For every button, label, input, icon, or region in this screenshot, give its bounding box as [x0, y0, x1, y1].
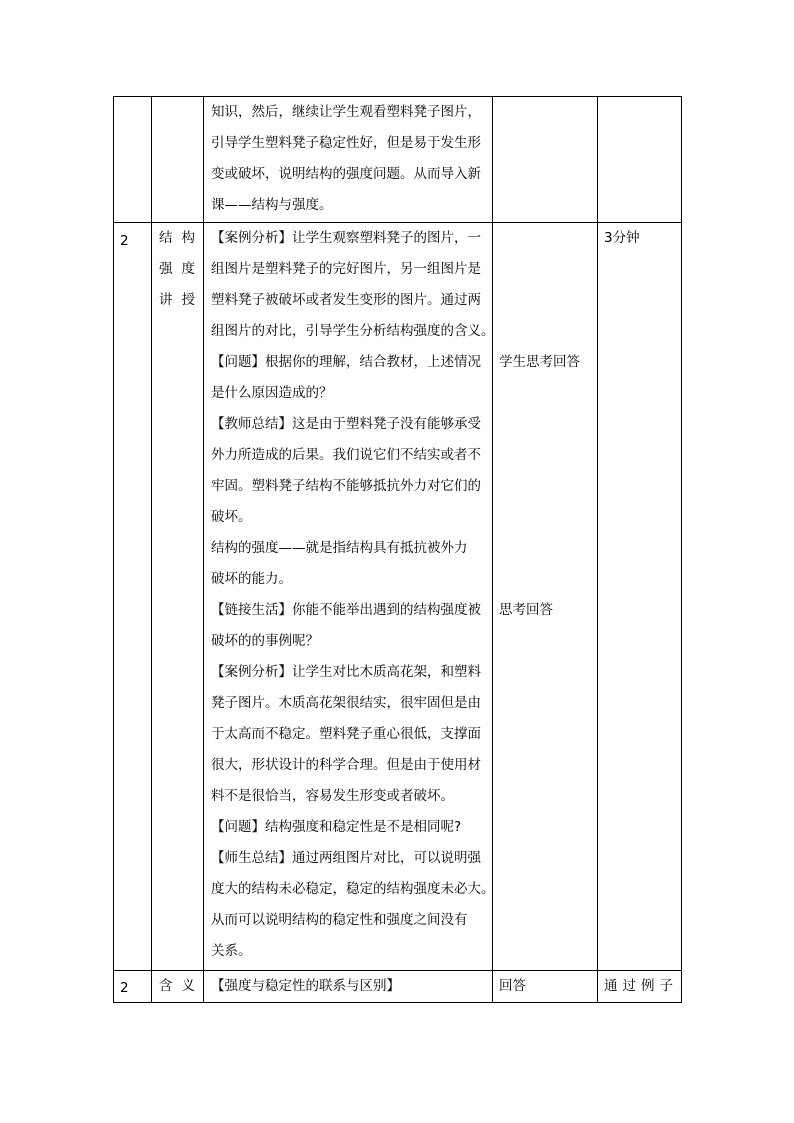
time-cell	[598, 971, 682, 1003]
student-response: 回答	[499, 978, 526, 994]
content-line: 【师生总结】通过两组图片对比，可以说明强	[211, 850, 481, 866]
row-number: 2	[114, 223, 152, 971]
content-line: 变或破坏，说明结构的强度问题。从而导入新	[211, 166, 481, 182]
content-line: 【问题】根据你的理解，结合教材，上述情况	[211, 354, 481, 370]
stage-line: 强度	[159, 261, 204, 277]
stage-line: 结构	[159, 230, 204, 246]
content-line: 结构的强度——就是指结构具有抵抗被外力	[211, 540, 468, 556]
content-line: 【教师总结】这是由于塑料凳子没有能够承受	[211, 416, 481, 432]
row-number: 2	[114, 971, 152, 1003]
table-row	[114, 971, 682, 1003]
time-cell	[598, 223, 682, 971]
content-line: 知识，然后，继续让学生观看塑料凳子图片，	[211, 104, 481, 120]
content-cell	[204, 971, 493, 1003]
student-activity-cell	[493, 97, 598, 223]
row-number-cell	[114, 97, 152, 223]
content-line: 引导学生塑料凳子稳定性好，但是易于发生形	[211, 135, 481, 151]
content-line: 组图片是塑料凳子的完好图片，另一组图片是	[211, 261, 481, 277]
content-line: 关系。	[211, 943, 252, 959]
stage-line: 含义	[159, 978, 204, 994]
content-line: 【问题】结构强度和稳定性是不是相同呢?	[211, 819, 462, 835]
content-line: 【案例分析】让学生观察塑料凳子的图片，一	[211, 230, 481, 246]
student-response: 学生思考回答	[499, 354, 580, 370]
content-line: 【链接生活】你能不能举出遇到的结构强度被	[211, 602, 481, 618]
student-activity-cell	[493, 971, 598, 1003]
content-line: 【案例分析】让学生对比木质高花架，和塑料	[211, 664, 481, 680]
content-line: 度大的结构未必稳定，稳定的结构强度未必大。	[211, 881, 495, 897]
content-line: 课——结构与强度。	[211, 197, 333, 213]
stage-line: 讲授	[159, 292, 204, 308]
content-cell	[204, 223, 493, 971]
content-line: 破坏的的事例呢？	[211, 633, 319, 649]
method-value: 通过例子	[604, 978, 678, 994]
lesson-plan-table	[113, 96, 682, 1003]
stage-cell	[152, 97, 204, 223]
content-cell	[204, 97, 493, 223]
content-line: 很大，形状设计的科学合理。但是由于使用材	[211, 757, 481, 773]
stage-cell	[152, 971, 204, 1003]
content-line: 破坏。	[211, 509, 252, 525]
content-line: 外力所造成的后果。我们说它们不结实或者不	[211, 447, 481, 463]
stage-cell	[152, 223, 204, 971]
student-activity-cell	[493, 223, 598, 971]
content-line: 破坏的能力。	[211, 571, 292, 587]
content-line: 【强度与稳定性的联系与区别】	[211, 978, 400, 994]
table-row	[114, 223, 682, 971]
content-line: 组图片的对比，引导学生分析结构强度的含义。	[211, 323, 495, 339]
content-line: 牢固。塑料凳子结构不能够抵抗外力对它们的	[211, 478, 481, 494]
content-line: 从而可以说明结构的稳定性和强度之间没有	[211, 912, 468, 928]
content-line: 于太高而不稳定。塑料凳子重心很低，支撑面	[211, 726, 481, 742]
table-row	[114, 97, 682, 223]
content-line: 塑料凳子被破坏或者发生变形的图片。通过两	[211, 292, 481, 308]
content-line: 料不是很恰当，容易发生形变或者破坏。	[211, 788, 454, 804]
time-value: 3分钟	[604, 230, 640, 246]
student-response: 思考回答	[499, 602, 553, 618]
content-line: 是什么原因造成的？	[211, 385, 333, 401]
content-line: 凳子图片。木质高花架很结实，很牢固但是由	[211, 695, 481, 711]
time-cell	[598, 97, 682, 223]
